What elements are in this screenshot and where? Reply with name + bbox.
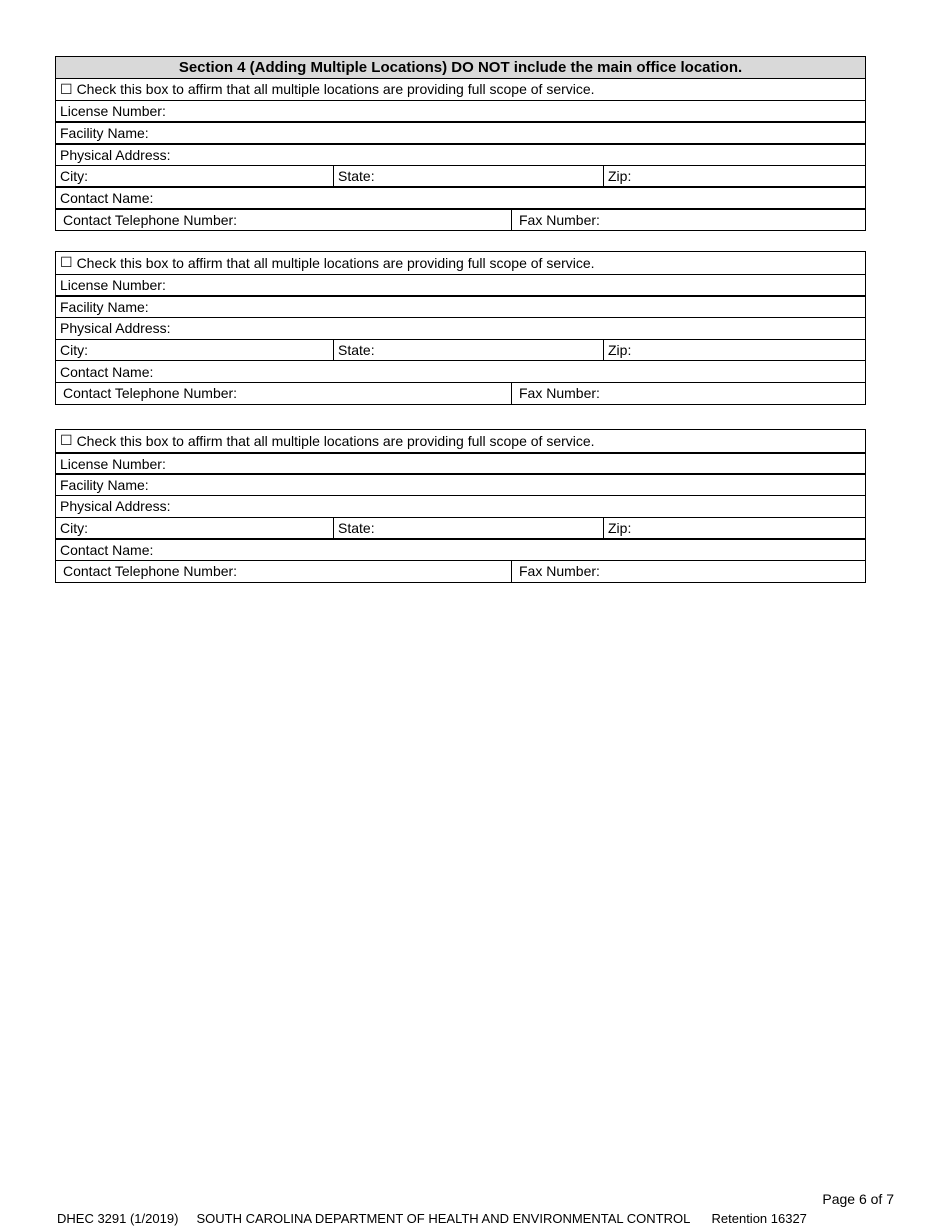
facility-name-field[interactable]: Facility Name: [56,473,865,495]
form-id: DHEC 3291 (1/2019) [57,1211,179,1226]
city-state-zip-row [56,165,865,187]
location-block-3 [55,429,866,583]
fax-number-field[interactable]: Fax Number: [511,561,865,582]
contact-name-field[interactable]: Contact Name: [56,360,865,382]
facility-name-field[interactable]: Facility Name: [56,121,865,143]
city-field[interactable]: City: [60,342,88,359]
checkbox-icon[interactable]: ☐ [60,432,73,449]
contact-telephone-field[interactable]: Contact Telephone Number: [63,385,238,402]
full-scope-checkbox-row[interactable] [56,78,865,100]
section-header: Section 4 (Adding Multiple Locations) DO NOT include the main office location. [56,57,865,78]
city-state-zip-row [56,339,865,361]
checkbox-icon[interactable]: ☐ [60,80,73,97]
agency-name: SOUTH CAROLINA DEPARTMENT OF HEALTH AND ENVIRONMENTAL CONTROL [196,1211,690,1226]
telephone-fax-row [56,560,865,582]
form-footer [57,1211,807,1226]
state-field[interactable]: State: [333,518,603,539]
license-number-field[interactable]: License Number: [56,452,865,474]
facility-name-field[interactable]: Facility Name: [56,295,865,317]
contact-name-field[interactable]: Contact Name: [56,538,865,560]
zip-field[interactable]: Zip: [603,340,865,361]
contact-name-field[interactable]: Contact Name: [56,186,865,208]
telephone-fax-row [56,382,865,404]
checkbox-label: Check this box to affirm that all multiple locations are providing full scope of service. [76,432,595,449]
city-field[interactable]: City: [60,520,88,537]
physical-address-field[interactable]: Physical Address: [56,317,865,339]
checkbox-label: Check this box to affirm that all multiple locations are providing full scope of service. [76,81,595,98]
contact-telephone-field[interactable]: Contact Telephone Number: [63,563,238,580]
state-field[interactable]: State: [333,340,603,361]
full-scope-checkbox-row[interactable] [56,430,865,452]
location-block-2 [55,251,866,405]
checkbox-label: Check this box to affirm that all multiple locations are providing full scope of service. [76,254,595,271]
physical-address-field[interactable]: Physical Address: [56,495,865,517]
zip-field[interactable]: Zip: [603,166,865,187]
page-number: Page 6 of 7 [822,1191,894,1207]
state-field[interactable]: State: [333,166,603,187]
contact-telephone-field[interactable]: Contact Telephone Number: [63,211,238,228]
license-number-field[interactable]: License Number: [56,274,865,296]
fax-number-field[interactable]: Fax Number: [511,383,865,404]
location-block-1 [55,56,866,231]
telephone-fax-row [56,208,865,230]
checkbox-icon[interactable]: ☐ [60,254,73,271]
retention-number: Retention 16327 [711,1211,807,1226]
zip-field[interactable]: Zip: [603,518,865,539]
full-scope-checkbox-row[interactable] [56,252,865,274]
physical-address-field[interactable]: Physical Address: [56,143,865,165]
city-state-zip-row [56,517,865,539]
fax-number-field[interactable]: Fax Number: [511,210,865,230]
license-number-field[interactable]: License Number: [56,100,865,122]
city-field[interactable]: City: [60,168,88,185]
